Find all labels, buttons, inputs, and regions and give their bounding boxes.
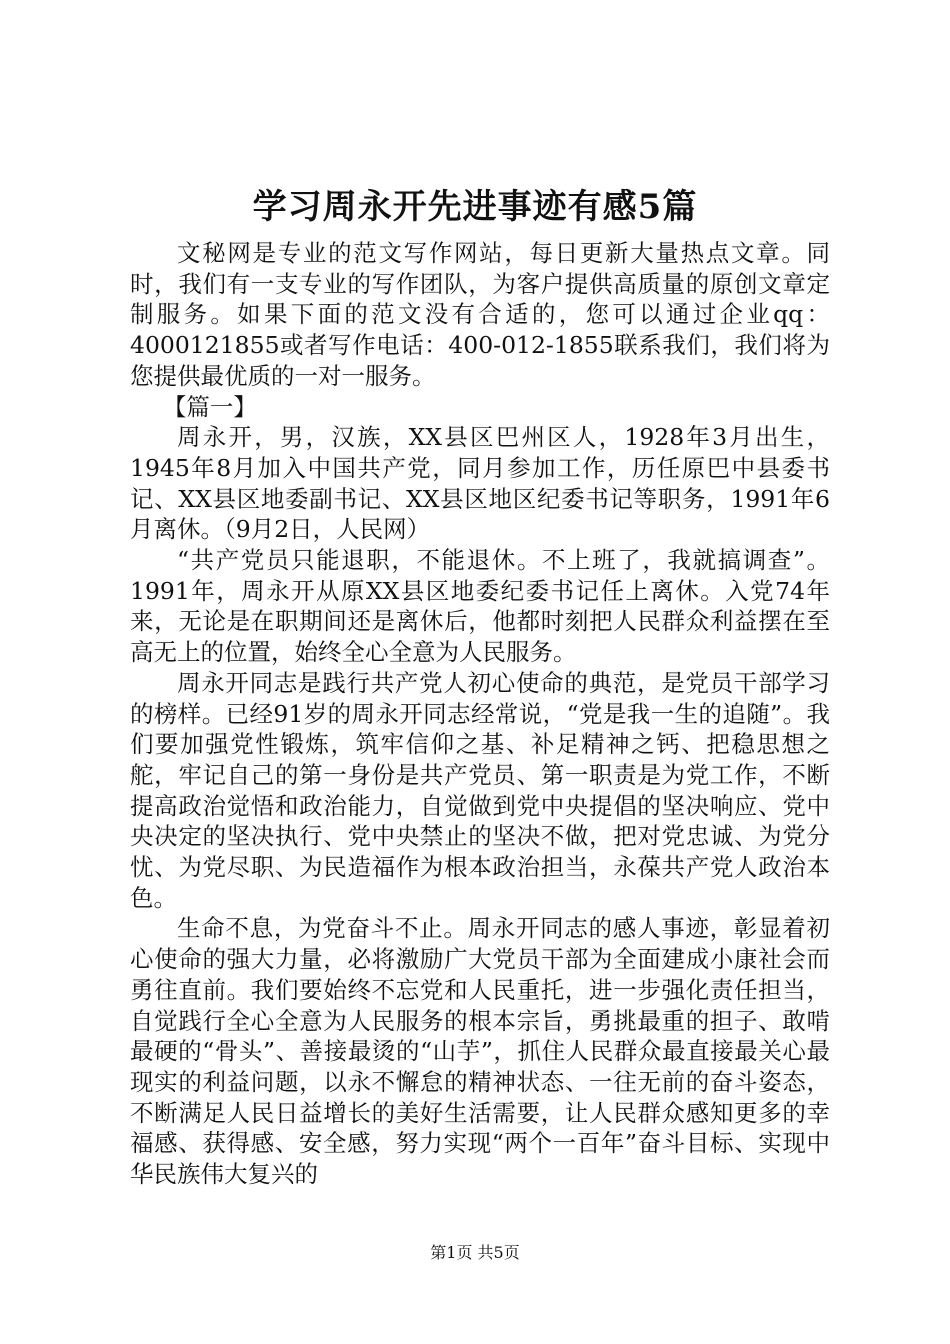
body-paragraph: 周永开，男，汉族，XX县区巴州区人，1928年3月出生，1945年8月加入中国共产党，同月参加工作，历任原巴中县委书记、XX县区地委副书记、XX县区地区纪委书记等职务，1991年6月离休。（9月2日，人民网） bbox=[130, 423, 830, 544]
document-title: 学习周永开先进事迹有感5篇 bbox=[252, 187, 698, 227]
body-paragraph: “共产党员只能退职，不能退休。不上班了，我就搞调查”。1991年，周永开从原XX县区地委纪委书记任上离休。入党74年来，无论是在职期间还是离休后，他都时刻把人民群众利益摆在至高无上的位置，始终全心全意为人民服务。 bbox=[130, 546, 830, 667]
body-paragraph: 生命不息，为党奋斗不止。周永开同志的感人事迹，彰显着初心使命的强大力量，必将激励广大党员干部为全面建成小康社会而勇往直前。我们要始终不忘党和人民重托，进一步强化责任担当，自觉践行全心全意为人民服务的根本宗旨，勇挑最重的担子、敢啃最硬的“骨头”、善接最烫的“山芋”，抓住人民群众最直接最关心最现实的利益问题，以永不懈怠的精神状态、一往无前的奋斗姿态，不断满足人民日益增长的美好生活需要，让人民群众感知更多的幸福感、获得感、安全感，努力实现“两个一百年”奋斗目标、实现中华民族伟大复兴的 bbox=[130, 914, 830, 1189]
intro-paragraph: 文秘网是专业的范文写作网站，每日更新大量热点文章。同时，我们有一支专业的写作团队，为客户提供高质量的原创文章定制服务。如果下面的范文没有合适的，您可以通过企业qq：4000121855或者写作电话：400-012-1855联系我们，我们将为您提供最优质的一对一服务。 bbox=[130, 239, 830, 390]
page-indicator: 第1页 共5页 bbox=[430, 1243, 520, 1262]
body-paragraph: 周永开同志是践行共产党人初心使命的典范，是党员干部学习的榜样。已经91岁的周永开同志经常说，“党是我一生的追随”。我们要加强党性锻炼，筑牢信仰之基、补足精神之钙、把稳思想之舵，牢记自己的第一身份是共产党员、第一职责是为党工作，不断提高政治觉悟和政治能力，自觉做到党中央提倡的坚决响应、党中央决定的坚决执行、党中央禁止的坚决不做，把对党忠诚、为党分忧、为党尽职、为民造福作为根本政治担当，永葆共产党人政治本色。 bbox=[130, 668, 830, 912]
section-label: 【篇一】 bbox=[162, 392, 257, 421]
document-body bbox=[130, 238, 830, 1190]
